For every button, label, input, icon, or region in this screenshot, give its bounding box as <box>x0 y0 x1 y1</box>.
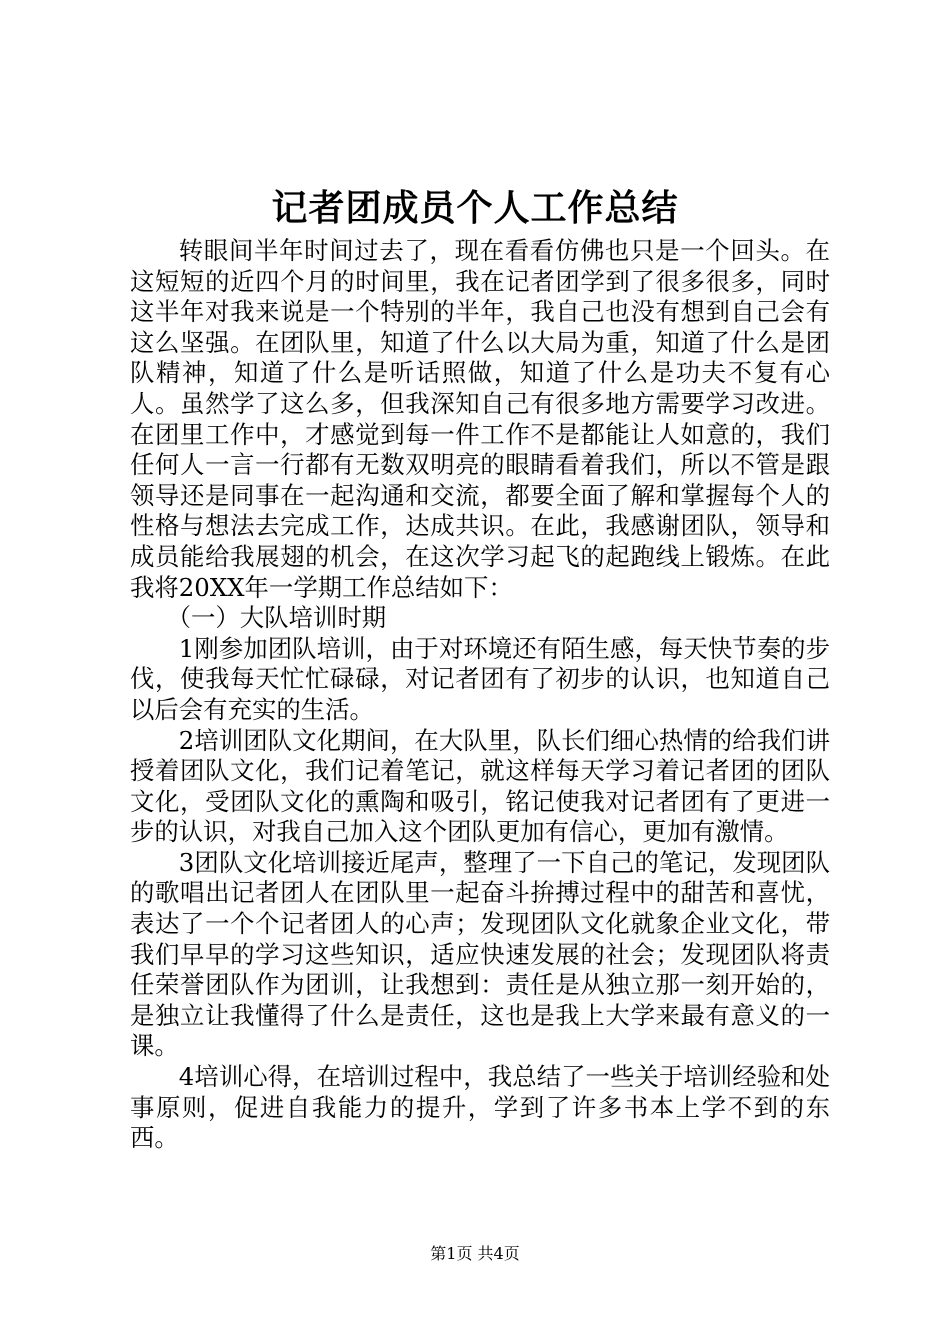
document-title: 记者团成员个人工作总结 <box>271 187 679 229</box>
paragraph-intro: 转眼间半年时间过去了，现在看看仿佛也只是一个回头。在这短短的近四个月的时间里，我在记者团学到了很多很多，同时这半年对我来说是一个特别的半年，我自己也没有想到自己会有这么坚强。在团队里，知道了什么以大局为重，知道了什么是团队精神，知道了什么是听话照做，知道了什么是功夫不复有心人。虽然学了这么多，但我深知自己有很多地方需要学习改进。在团里工作中，才感觉到每一件工作不是都能让人如意的，我们任何人一言一行都有无数双明亮的眼睛看着我们，所以不管是跟领导还是同事在一起沟通和交流，都要全面了解和掌握每个人的性格与想法去完成工作，达成共识。在此，我感谢团队，领导和成员能给我展翅的机会，在这次学习起飞的起跑线上锻炼。在此我将20XX年一学期工作总结如下： <box>130 236 830 602</box>
page-footer: 第1页 共4页 <box>430 1244 520 1263</box>
paragraph-item-2: 2培训团队文化期间，在大队里，队长们细心热情的给我们讲授着团队文化，我们记着笔记，就这样每天学习着记者团的团队文化，受团队文化的熏陶和吸引，铭记使我对记者团有了更进一步的认识，对我自己加入这个团队更加有信心，更加有激情。 <box>130 725 830 847</box>
paragraph-item-4: 4培训心得，在培训过程中，我总结了一些关于培训经验和处事原则，促进自我能力的提升，学到了许多书本上学不到的东西。 <box>130 1062 830 1153</box>
document-body <box>130 236 830 1154</box>
section-heading: （一）大队培训时期 <box>166 603 387 633</box>
paragraph-item-3: 3团队文化培训接近尾声，整理了一下自己的笔记，发现团队的歌唱出记者团人在团队里一起奋斗拚搏过程中的甜苦和喜忧，表达了一个个记者团人的心声；发现团队文化就象企业文化，带我们早早的学习这些知识，适应快速发展的社会；发现团队将责任荣誉团队作为团训，让我想到：责任是从独立那一刻开始的，是独立让我懂得了什么是责任，这也是我上大学来最有意义的一课。 <box>130 847 830 1061</box>
paragraph-item-1: 1刚参加团队培训，由于对环境还有陌生感，每天快节奏的步伐，使我每天忙忙碌碌，对记者团有了初步的认识，也知道自己以后会有充实的生活。 <box>130 633 830 724</box>
